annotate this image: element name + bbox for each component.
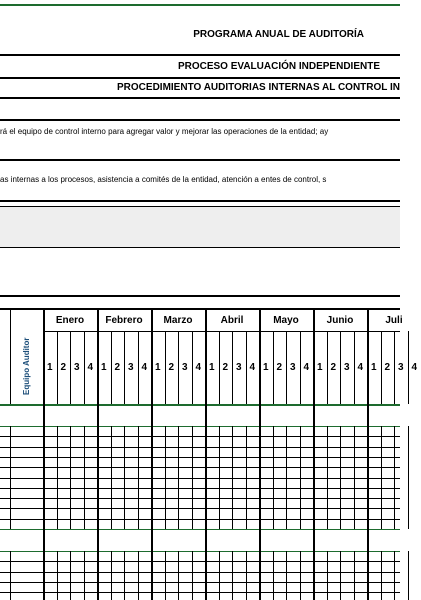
grid-row-line bbox=[0, 436, 400, 437]
divider bbox=[0, 206, 400, 207]
week-border bbox=[232, 331, 233, 404]
month-label: Abril bbox=[220, 315, 244, 326]
month-label: Mayo bbox=[273, 315, 299, 326]
week-border bbox=[408, 426, 409, 529]
week-number: 3 bbox=[235, 362, 242, 373]
month-label: Juli bbox=[385, 315, 403, 326]
shaded-row bbox=[0, 207, 400, 247]
week-border bbox=[246, 331, 247, 404]
section-divider bbox=[0, 404, 400, 406]
week-number: 2 bbox=[222, 362, 229, 373]
week-number: 3 bbox=[127, 362, 134, 373]
week-number: 2 bbox=[114, 362, 121, 373]
week-number: 4 bbox=[249, 362, 256, 373]
week-number: 2 bbox=[276, 362, 283, 373]
week-number: 2 bbox=[168, 362, 175, 373]
month-label: Junio bbox=[326, 315, 354, 326]
week-number: 3 bbox=[289, 362, 296, 373]
week-border bbox=[178, 331, 179, 404]
week-number: 4 bbox=[357, 362, 364, 373]
grid-row-line bbox=[0, 508, 400, 509]
month-border bbox=[97, 308, 99, 600]
month-label: Enero bbox=[55, 315, 85, 326]
week-number: 3 bbox=[73, 362, 80, 373]
week-number: 2 bbox=[60, 362, 67, 373]
grid-row-line bbox=[0, 447, 400, 448]
grid-row-line bbox=[0, 498, 400, 499]
week-border bbox=[165, 331, 166, 404]
week-number: 1 bbox=[154, 362, 161, 373]
top-border bbox=[0, 4, 400, 6]
month-border bbox=[259, 308, 261, 600]
week-border bbox=[124, 331, 125, 404]
divider bbox=[0, 159, 400, 161]
program-title: PROGRAMA ANUAL DE AUDITORÍA bbox=[193, 28, 364, 40]
week-number: 4 bbox=[141, 362, 148, 373]
scope-text: as internas a los procesos, asistencia a comités de la entidad, atención a entes de control, s bbox=[0, 174, 327, 184]
grid-row-line bbox=[0, 561, 400, 562]
month-border bbox=[367, 308, 369, 600]
week-border bbox=[300, 331, 301, 404]
month-border bbox=[205, 308, 207, 600]
program-title-row bbox=[0, 18, 400, 50]
week-number: 2 bbox=[384, 362, 391, 373]
week-border bbox=[394, 331, 395, 404]
week-border bbox=[327, 331, 328, 404]
month-border bbox=[313, 308, 315, 600]
week-number: 3 bbox=[343, 362, 350, 373]
divider bbox=[0, 200, 400, 202]
week-border bbox=[273, 331, 274, 404]
grid-row-line bbox=[0, 572, 400, 573]
week-number: 1 bbox=[370, 362, 377, 373]
divider bbox=[0, 97, 400, 99]
week-number: 4 bbox=[411, 362, 418, 373]
week-border bbox=[381, 331, 382, 404]
process-title: PROCESO EVALUACIÓN INDEPENDIENTE bbox=[177, 60, 380, 72]
week-border bbox=[138, 331, 139, 404]
left-column-border bbox=[10, 308, 11, 404]
week-number: 1 bbox=[208, 362, 215, 373]
procedure-title-row bbox=[0, 79, 400, 96]
week-number: 4 bbox=[87, 362, 94, 373]
week-border bbox=[408, 331, 409, 404]
auditor-column-label: Equipo Auditor bbox=[22, 337, 31, 395]
week-number: 1 bbox=[46, 362, 53, 373]
grid-row-line bbox=[0, 457, 400, 458]
objective-text: rá el equipo de control interno para agregar valor y mejorar las operaciones de la entidad; ay bbox=[0, 126, 329, 136]
grid-row-line bbox=[0, 478, 400, 479]
week-number: 4 bbox=[303, 362, 310, 373]
week-number: 2 bbox=[330, 362, 337, 373]
week-border bbox=[408, 551, 409, 600]
week-border bbox=[286, 331, 287, 404]
grid-row-line bbox=[0, 467, 400, 468]
week-border bbox=[219, 331, 220, 404]
month-label: Marzo bbox=[163, 315, 193, 326]
section-divider bbox=[0, 529, 400, 530]
grid-row-line bbox=[0, 488, 400, 489]
week-number: 3 bbox=[181, 362, 188, 373]
objective-row bbox=[0, 121, 400, 141]
week-number: 3 bbox=[397, 362, 404, 373]
week-border bbox=[354, 331, 355, 404]
week-border bbox=[70, 331, 71, 404]
process-title-row bbox=[0, 56, 400, 76]
month-border bbox=[43, 308, 45, 600]
procedure-title: PROCEDIMIENTO AUDITORIAS INTERNAS AL CONTROL IN bbox=[117, 82, 400, 93]
divider bbox=[0, 247, 400, 248]
week-border bbox=[192, 331, 193, 404]
week-border bbox=[340, 331, 341, 404]
divider bbox=[0, 295, 400, 297]
grid-row-line bbox=[0, 592, 400, 593]
week-number: 1 bbox=[262, 362, 269, 373]
grid-row-line bbox=[0, 519, 400, 520]
week-border bbox=[57, 331, 58, 404]
week-border bbox=[111, 331, 112, 404]
week-border bbox=[84, 331, 85, 404]
month-border bbox=[151, 308, 153, 600]
week-number: 1 bbox=[100, 362, 107, 373]
week-number: 1 bbox=[316, 362, 323, 373]
calendar-top-border bbox=[0, 308, 400, 310]
month-label: Febrero bbox=[105, 315, 143, 326]
grid-row-line bbox=[0, 582, 400, 583]
week-number: 4 bbox=[195, 362, 202, 373]
scope-row bbox=[0, 168, 400, 190]
